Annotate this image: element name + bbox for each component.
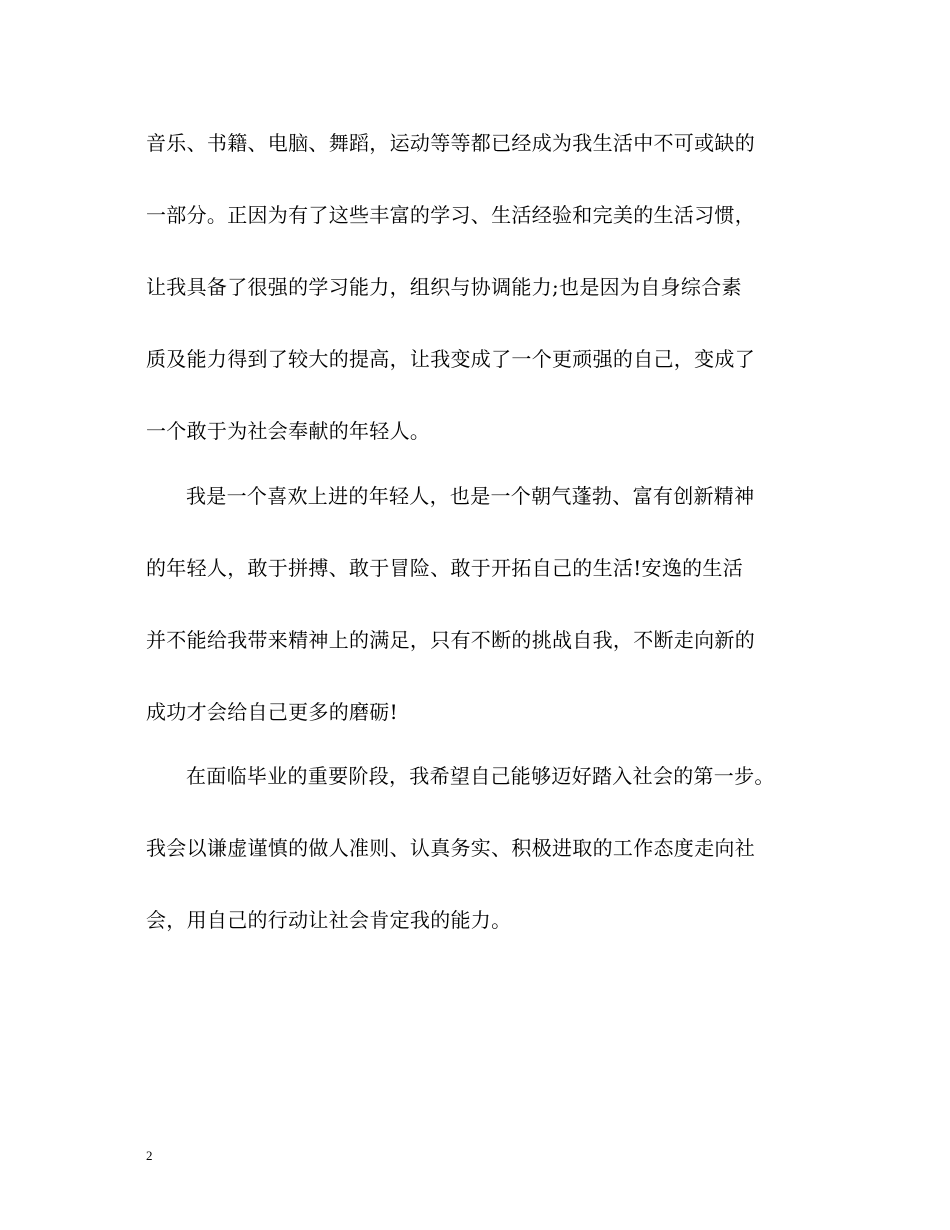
text-line: 并不能给我带来精神上的满足，只有不断的挑战自我，不断走向新的: [146, 628, 755, 652]
text-line: 的年轻人，敢于拼搏、敢于冒险、敢于开拓自己的生活!安逸的生活: [146, 556, 744, 580]
text-line: 让我具备了很强的学习能力，组织与协调能力;也是因为自身综合素: [146, 275, 742, 299]
text-line: 成功才会给自己更多的磨砺!: [146, 700, 398, 724]
paragraph-first-line: 我是一个喜欢上进的年轻人，也是一个朝气蓬勃、富有创新精神: [186, 484, 755, 508]
text-line: 一个敢于为社会奉献的年轻人。: [146, 419, 431, 443]
paragraph-first-line: 在面临毕业的重要阶段，我希望自己能够迈好踏入社会的第一步。: [186, 764, 775, 788]
text-line: 质及能力得到了较大的提高，让我变成了一个更顽强的自己，变成了: [146, 347, 755, 371]
text-line: 我会以谦虚谨慎的做人准则、认真务实、积极进取的工作态度走向社: [146, 836, 755, 860]
text-line: 一部分。正因为有了这些丰富的学习、生活经验和完美的生活习惯，: [146, 203, 755, 227]
text-line: 会，用自己的行动让社会肯定我的能力。: [146, 908, 512, 932]
text-line: 音乐、书籍、电脑、舞蹈，运动等等都已经成为我生活中不可或缺的: [146, 131, 755, 155]
page-number: 2: [146, 1148, 153, 1163]
